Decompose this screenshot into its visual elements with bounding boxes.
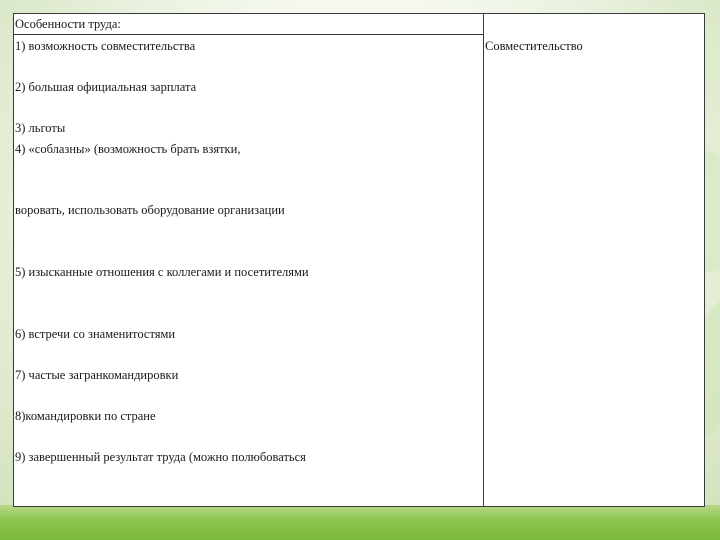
list-item: 9) завершенный результат труда (можно полюбоваться (15, 450, 306, 464)
list-item: 5) изысканные отношения с коллегами и посетителями (15, 265, 309, 279)
right-cell-text: Совместительство (485, 39, 583, 53)
table-header: Особенности труда: (15, 17, 121, 31)
list-item: 1) возможность совместительства (15, 39, 196, 53)
list-item: 4) «соблазны» (возможность брать взятки, (15, 142, 241, 156)
column-divider (483, 14, 484, 506)
list-item: 6) встречи со знаменитостями (15, 327, 176, 341)
list-item: 8)командировки по стране (15, 409, 156, 423)
list-item: 3) льготы (15, 121, 66, 135)
work-features-table (13, 13, 705, 507)
list-item: 7) частые загранкомандировки (15, 368, 179, 382)
list-item: воровать, использовать оборудование организации (15, 203, 285, 217)
grass-strip (0, 505, 720, 540)
header-divider (14, 34, 483, 35)
list-item: 2) большая официальная зарплата (15, 80, 197, 94)
